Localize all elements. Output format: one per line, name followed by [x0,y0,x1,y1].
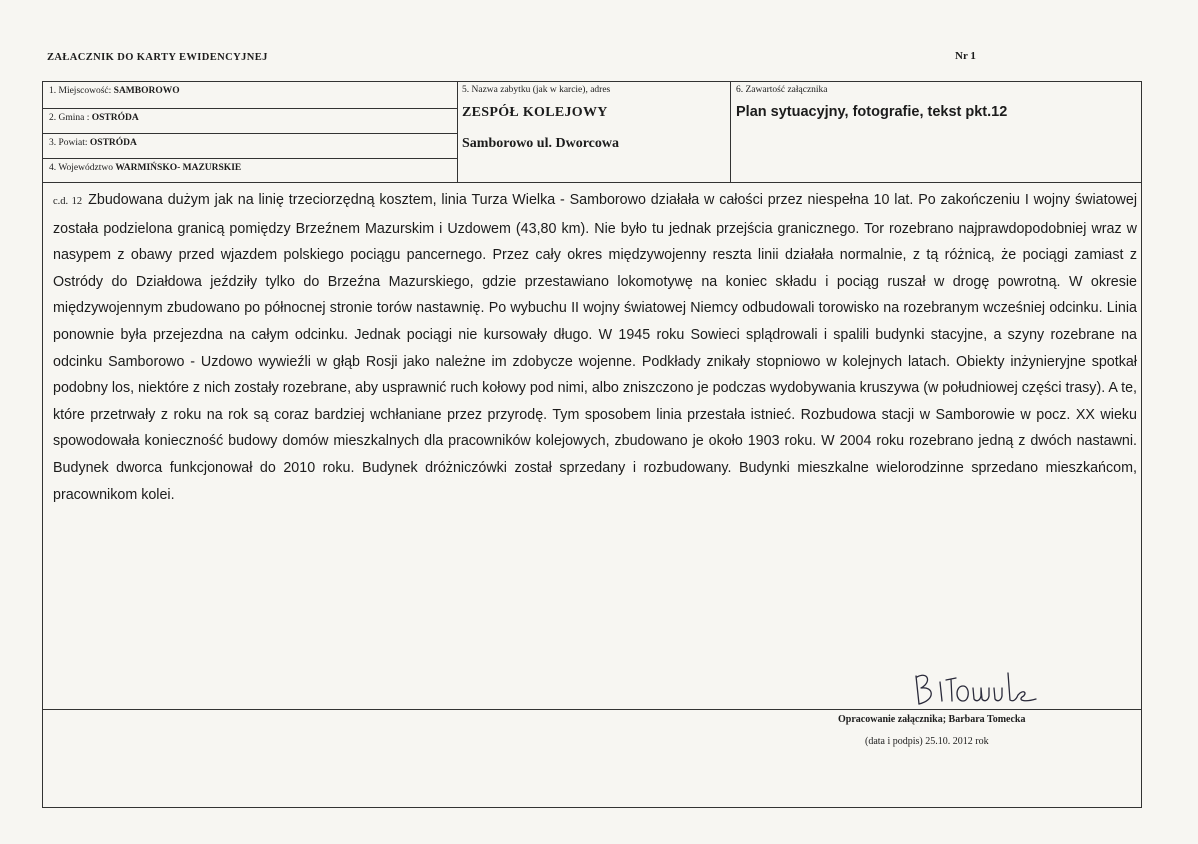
row-divider [43,158,457,159]
field-powiat [49,138,137,148]
field-label: 1. Miejscowość: [49,86,114,96]
header-divider [43,182,1141,183]
monument-address: Samborowo ul. Dworcowa [462,136,619,151]
document-title: ZAŁACZNIK DO KARTY EWIDENCYJNEJ [47,52,268,63]
field-label: 2. Gmina : [49,113,92,123]
document-number: Nr 1 [955,50,976,62]
attachment-contents: Plan sytuacyjny, fotografie, tekst pkt.12 [736,104,1008,120]
field-value: SAMBOROWO [113,86,180,96]
field-zawartosc-label: 6. Zawartość załącznika [736,85,828,95]
field-label: 4. Województwo [49,163,116,173]
field-value: OSTRÓDA [91,113,139,123]
row-divider [43,133,457,134]
field-nazwa-label: 5. Nazwa zabytku (jak w karcie), adres [462,85,611,95]
field-wojewodztwo [49,163,241,173]
column-divider [730,82,731,182]
field-miejscowosc [49,86,180,96]
description-text [53,187,1137,508]
field-label: 3. Powiat: [49,138,90,148]
continuation-label: c.d. 12 [53,196,83,207]
column-divider [457,82,458,182]
date-and-signature: (data i podpis) 25.10. 2012 rok [865,736,989,747]
monument-name: ZESPÓŁ KOLEJOWY [462,105,608,120]
field-value: WARMIŃSKO- MAZURSKIE [115,163,242,173]
row-divider [43,108,457,109]
handwritten-signature [910,668,1045,710]
field-gmina [49,113,139,123]
description-body: Zbudowana dużym jak na linię trzeciorzędną kosztem, linia Turza Wielka - Samborowo działała w całości przez niespełna 10 lat. Po zakończeniu I wojny światowej została podzielona granicą pomiędzy Brzeźnem Mazurskim i Uzdowem (43,80 km). Nie było tu jednak przejścia granicznego. Tor rozebrano najprawdopodobniej wraz w nasypem z obawy przed wjazdem polskiego pociągu pancernego. Przez cały okres międzywojenny reszta linii działała normalnie, z tą różnicą, że pociągi zamiast z Ostródy do Działdowa jeździły tylko do Brzeźna Mazurskiego, gdzie przestawiano lokomotywę na koniec składu i pociąg ruszał w drogę powrotną. W okresie międzywojennym zbudowano po północnej stronie torów nastawnię. Po wybuchu II wojny światowej Niemcy odbudowali torowisko na rozebranym wcześniej odcinku. Linia ponownie była przejezdna na całym odcinku. Jednak pociągi nie kursowały długo. W 1945 roku Sowieci splądrowali i spalili budynki stacyjne, a szyny rozebrane na odcinku Samborowo - Uzdowo wywieźli w głąb Rosji jako należne im zdobycze wojenne. Podkłady znikały stopniowo w kolejnych latach. Obiekty inżynieryjne spotkał podobny los, niektóre z nich zostały rozebrane, aby usprawnić ruch kołowy pod nimi, albo zniszczono je podczas wydobywania kruszywa (w południowej części trasy). A te, które przetrwały z roku na rok są coraz bardziej wchłaniane przez przyrodę. Tym sposobem linia przestała istnieć. Rozbudowa stacji w Samborowie w pocz. XX wieku spowodowała konieczność budowy domów mieszkalnych dla pracowników kolejowych, zbudowano je około 1903 roku. W 2004 roku rozebrano jedną z dwóch nastawni. Budynek dworca funkcjonował do 2010 roku. Budynek dróżniczówki został sprzedany i rozbudowany. Budynki mieszkalne wielorodzinne sprzedano mieszkańcom, pracownikom kolei. [53,192,1137,503]
field-value: OSTRÓDA [89,138,137,148]
prepared-by: Opracowanie załącznika; Barbara Tomecka [838,714,1026,725]
